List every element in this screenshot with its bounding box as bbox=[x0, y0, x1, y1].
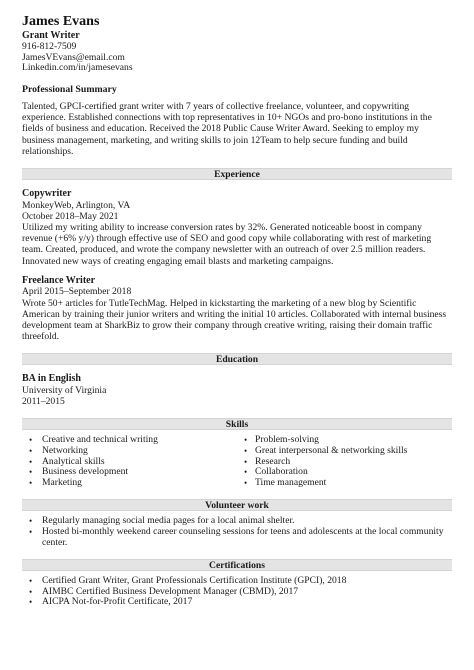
bullet-icon: • bbox=[244, 435, 248, 446]
bullet-icon: • bbox=[29, 516, 33, 527]
resume-header bbox=[22, 14, 452, 74]
skills-column-right bbox=[237, 435, 452, 488]
bullet-icon: • bbox=[29, 435, 33, 446]
certification-item: • Certified Grant Writer, Grant Professionals Certification Institute (GPCI), 2018 bbox=[29, 575, 347, 587]
bullet-icon: • bbox=[29, 586, 33, 597]
job-title: Freelance Writer bbox=[22, 274, 96, 286]
email-address: JamesVEvans@email.com bbox=[22, 51, 125, 63]
school: University of Virginia bbox=[22, 385, 107, 397]
bullet-icon: • bbox=[244, 446, 248, 457]
certifications-list bbox=[22, 576, 452, 608]
bullet-icon: • bbox=[244, 456, 248, 467]
skill-item: • Marketing bbox=[29, 476, 82, 488]
summary-heading: Professional Summary bbox=[22, 83, 117, 95]
bullet-icon: • bbox=[29, 576, 33, 587]
bullet-icon: • bbox=[29, 446, 33, 457]
skill-item: • Creative and technical writing bbox=[29, 434, 158, 446]
job-description: Wrote 50+ articles for TutleTechMag. Helped in kickstarting the marketing of a new blog by Scientific American by training their junior writers and writing the initial 10 articles. Collaborated with internal business development team at SharkBiz to grow their company through creative writing, raising their domain traffic threefold. bbox=[22, 297, 447, 343]
phone-number: 916-812-7509 bbox=[22, 41, 77, 52]
volunteer-list bbox=[22, 516, 452, 548]
candidate-title: Grant Writer bbox=[22, 30, 80, 41]
job-description: Utilized my writing ability to increase conversion rates by 32%. Generated noticeable boost in company revenue (+6% y/y) through effective use of SEO and good copy while collaborating with rest of marketing team. Created, produced, and wrote the company newsletter with an outreach of over 2.5 million readers. Innovated new ways of creating engaging email blasts and marketing campaigns. bbox=[22, 222, 432, 267]
job-dates: April 2015–September 2018 bbox=[22, 286, 132, 298]
skill-item: • Analytical skills bbox=[29, 455, 105, 467]
certification-item: • AIMBC Certified Business Development Manager (CBMD), 2017 bbox=[29, 585, 299, 597]
job-title: Copywriter bbox=[22, 188, 72, 199]
education-years: 2011–2015 bbox=[22, 396, 65, 408]
skill-item: • Research bbox=[244, 455, 291, 467]
volunteer-heading: Volunteer work bbox=[22, 499, 452, 511]
degree: BA in English bbox=[22, 373, 81, 385]
bullet-icon: • bbox=[29, 477, 33, 488]
job-dates: October 2018–May 2021 bbox=[22, 210, 119, 222]
volunteer-item: • Regularly managing social media pages for a local animal shelter. bbox=[29, 515, 295, 527]
skills-column-left bbox=[22, 435, 237, 488]
skill-item: • Great interpersonal & networking skills bbox=[244, 445, 408, 457]
certifications-heading: Certifications bbox=[22, 559, 452, 571]
job-company: MonkeyWeb, Arlington, VA bbox=[22, 199, 131, 211]
resume-page bbox=[22, 14, 452, 608]
skill-item: • Collaboration bbox=[244, 466, 308, 478]
job-entry-freelance bbox=[22, 275, 452, 343]
experience-heading: Experience bbox=[22, 168, 452, 180]
volunteer-item: • Hosted bi-monthly weekend career counseling sessions for teens and adolescents at the local community center. bbox=[29, 525, 444, 548]
bullet-icon: • bbox=[29, 456, 33, 467]
certification-item: • AICPA Not-for-Profit Certificate, 2017 bbox=[29, 596, 193, 608]
education-heading: Education bbox=[22, 353, 452, 365]
skills-grid bbox=[22, 435, 452, 488]
skill-item: • Time management bbox=[244, 476, 327, 488]
contact-info bbox=[22, 42, 452, 74]
bullet-icon: • bbox=[29, 526, 33, 537]
linkedin-url: Linkedin.com/in/jamesevans bbox=[22, 62, 133, 74]
skill-item: • Business development bbox=[29, 466, 129, 478]
summary-text: Talented, GPCI-certified grant writer with 7 years of collective freelance, volunteer, and copywriting experience. Established connections with top representatives in 10+ NGOs and pro-bono institutions in the fields of business and education. Received the 2018 Public Cause Writer Award. Seeking to employ my business management, marketing, and writing skills to join 12Team to help secure funding and build relationships. bbox=[22, 100, 432, 157]
job-entry-copywriter bbox=[22, 188, 452, 267]
skill-item: • Networking bbox=[29, 445, 88, 457]
skill-item: • Problem-solving bbox=[244, 434, 319, 446]
skills-heading: Skills bbox=[22, 418, 452, 430]
education-entry bbox=[22, 373, 452, 407]
bullet-icon: • bbox=[29, 467, 33, 478]
candidate-name: James Evans bbox=[22, 14, 100, 29]
bullet-icon: • bbox=[244, 477, 248, 488]
bullet-icon: • bbox=[29, 597, 33, 608]
bullet-icon: • bbox=[244, 467, 248, 478]
